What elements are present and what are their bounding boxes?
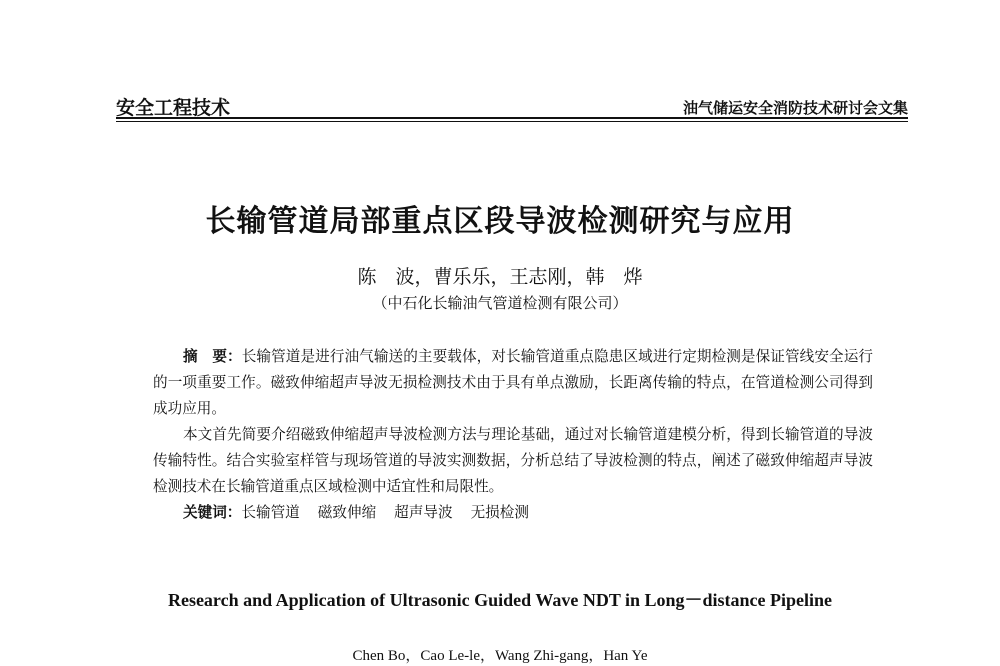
english-authors: Chen Bo，Cao Le-le，Wang Zhi-gang，Han Ye — [352, 648, 648, 664]
keyword-term: 超声导波 — [394, 504, 453, 521]
proceedings-title-header: 油气储运安全消防技术研讨会文集 — [682, 99, 908, 117]
abstract-paragraph-2: 本文首先简要介绍磁致伸缩超声导波检测方法与理论基础，通过对长输管道建模分析，得到长输管道的导波传输特性。结合实验室样管与现场管道的导波实测数据，分析总结了导波检测的特点，阐述了磁致伸缩超声导波检测技术在长输管道重点区域检测中适宜性和局限性。 — [153, 426, 873, 495]
keyword-term: 长输管道 — [241, 504, 300, 521]
paper-title: 长输管道局部重点区段导波检测研究与应用 — [205, 204, 795, 239]
abstract-paragraph-1 — [153, 344, 873, 422]
abstract-text-1: 长输管道是进行油气输送的主要载体，对长输管道重点隐患区域进行定期检测是保证管线安全运行的一项重要工作。磁致伸缩超声导波无损检测技术由于具有单点激励，长距离传输的特点，在管道检测公司得到成功应用。 — [153, 348, 873, 417]
paper-authors: 陈 波，曹乐乐，王志刚，韩 烨 — [357, 266, 643, 288]
keywords-line — [153, 500, 873, 526]
abstract-label: 摘 要： — [183, 348, 242, 365]
english-title: Research and Application of Ultrasonic Guided Wave NDT in Long－distance Pipeline — [167, 590, 833, 610]
keyword-term: 无损检测 — [470, 504, 529, 521]
header-rule-thin — [116, 121, 908, 122]
journal-section-header: 安全工程技术 — [116, 97, 231, 119]
keyword-term: 磁致伸缩 — [317, 504, 377, 521]
header-rule-thick — [116, 117, 908, 119]
abstract-block — [153, 344, 873, 526]
author-affiliation: （中石化长输油气管道检测有限公司） — [372, 294, 628, 312]
keywords-label: 关键词： — [183, 504, 242, 521]
